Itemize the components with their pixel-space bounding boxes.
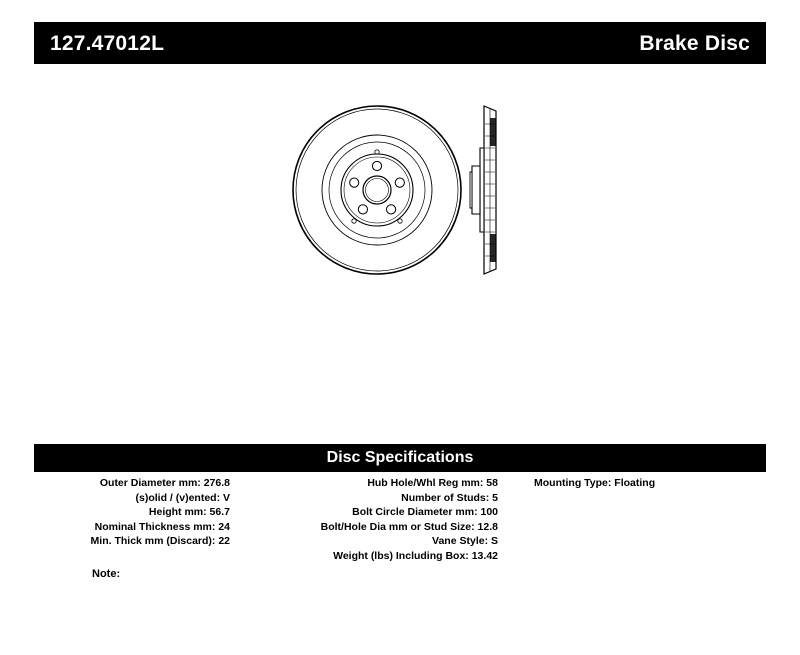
- spec-section-title: Disc Specifications: [326, 449, 474, 466]
- spec-header-bar: [34, 444, 766, 472]
- spec-item: Min. Thick mm (Discard): 22: [90, 535, 230, 548]
- spec-item: Weight (lbs) Including Box: 13.42: [333, 549, 498, 562]
- spec-item: Vane Style: S: [432, 535, 498, 548]
- spec-item: Bolt/Hole Dia mm or Stud Size: 12.8: [320, 520, 498, 533]
- page-title: Brake Disc: [639, 31, 750, 55]
- part-number: 127.47012L: [50, 31, 165, 55]
- brake-disc-diagram: [284, 80, 574, 300]
- header-bar: [34, 22, 766, 64]
- spec-item: Number of Studs: 5: [401, 491, 498, 504]
- spec-item: Nominal Thickness mm: 24: [94, 520, 230, 533]
- note-label: Note:: [92, 568, 121, 580]
- spec-column-middle: [248, 476, 498, 564]
- spec-item: Height mm: 56.7: [148, 506, 230, 519]
- product-drawing: [34, 70, 766, 430]
- spec-item: Hub Hole/Whl Reg mm: 58: [367, 477, 498, 489]
- spec-column-right: [534, 476, 764, 491]
- spec-item: Mounting Type: Floating: [534, 477, 656, 489]
- spec-item: Bolt Circle Diameter mm: 100: [352, 506, 498, 519]
- spec-item: Outer Diameter mm: 276.8: [99, 477, 230, 489]
- spec-item: (s)olid / (v)ented: V: [135, 491, 230, 504]
- rotor-front-view: [293, 106, 461, 274]
- spec-column-left: [34, 476, 230, 549]
- rotor-side-view: [470, 106, 496, 274]
- spec-columns: [34, 476, 766, 576]
